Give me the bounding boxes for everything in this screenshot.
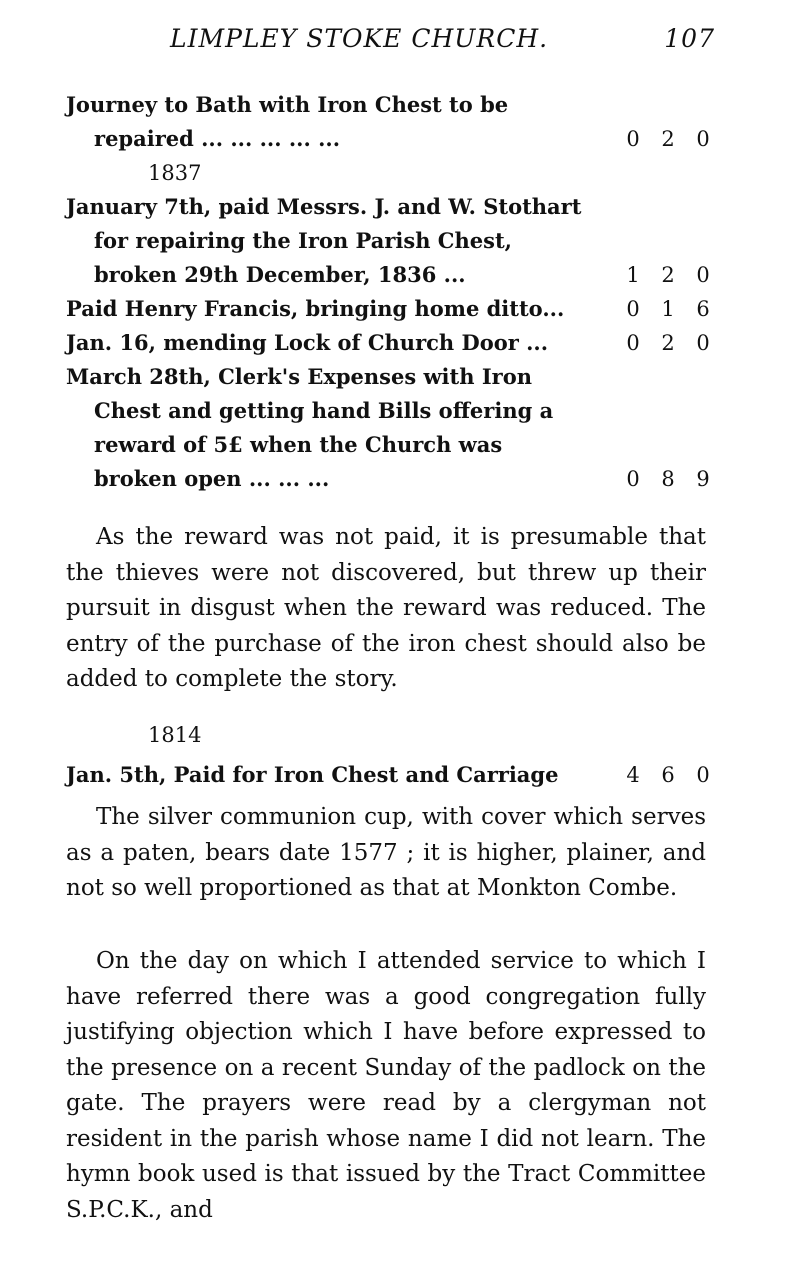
ledger-entry [66,292,716,326]
amount-pence: 9 [696,467,710,491]
ledger-entry [66,360,716,496]
entry-description: Jan. 16, mending Lock of Church Door ... [66,330,549,355]
entry-amount [612,292,716,326]
amount-shillings: 1 [661,297,675,321]
amount-pence: 0 [696,331,710,355]
amount-pounds: 0 [626,331,640,355]
entry-description: January 7th, paid Messrs. J. and W. Stothart for repairing the Iron Parish Chest, broken 29th December, 1836 ... [66,194,582,287]
entry-description: Paid Henry Francis, bringing home ditto... [66,296,565,321]
amount-pence: 6 [696,297,710,321]
amount-pounds: 0 [626,127,640,151]
amount-pounds: 4 [626,763,640,787]
entry-amount [612,326,716,360]
year-heading: 1837 [148,161,202,185]
entry-description: March 28th, Clerk's Expenses with Iron Chest and getting hand Bills offering a reward of 5£ when the Church was broken open ... ... ... [66,364,554,491]
body-paragraph [66,944,706,1228]
amount-pounds: 0 [626,297,640,321]
amount-shillings: 2 [661,263,675,287]
body-paragraph [66,520,706,698]
amount-pounds: 1 [626,263,640,287]
amount-pence: 0 [696,263,710,287]
entry-amount [612,462,716,496]
page-number: 107 [664,24,715,53]
amount-shillings: 2 [661,127,675,151]
amount-pence: 0 [696,763,710,787]
amount-pence: 0 [696,127,710,151]
ledger-entry [66,758,716,792]
ledger-entry [66,326,716,360]
year-heading: 1814 [148,723,202,747]
paragraph-text: The silver communion cup, with cover which serves as a paten, bears date 1577 ; it is higher, plainer, and not so well proportioned as that at Monkton Combe. [66,804,706,901]
amount-shillings: 6 [661,763,675,787]
body-paragraph [66,800,706,907]
amount-pounds: 0 [626,467,640,491]
paragraph-text: As the reward was not paid, it is presumable that the thieves were not discovered, but threw up their pursuit in disgust when the reward was reduced. The entry of the purchase of the iron chest should also be added to complete the story. [66,524,706,692]
amount-shillings: 2 [661,331,675,355]
amount-shillings: 8 [661,467,675,491]
entry-description: Journey to Bath with Iron Chest to be repaired ... ... ... ... ... [66,92,509,151]
entry-description: Jan. 5th, Paid for Iron Chest and Carriage [66,762,559,787]
account-entries [66,88,716,496]
paragraph-text: On the day on which I attended service to which I have referred there was a good congregation fully justifying objection which I have before expressed to the presence on a recent Sunday of the padlock on the gate. The prayers were read by a clergyman not resident in the parish whose name I did not learn. The hymn book used is that issued by the Tract Committee S.P.C.K., and [66,948,706,1223]
running-title: LIMPLEY STOKE CHURCH. [170,24,549,53]
entry-amount [612,122,716,156]
running-header [170,24,715,54]
entry-amount [612,258,716,292]
ledger-entry [66,190,716,292]
ledger-entry [66,88,716,156]
account-entries-1814 [66,718,716,792]
entry-amount [612,758,716,792]
